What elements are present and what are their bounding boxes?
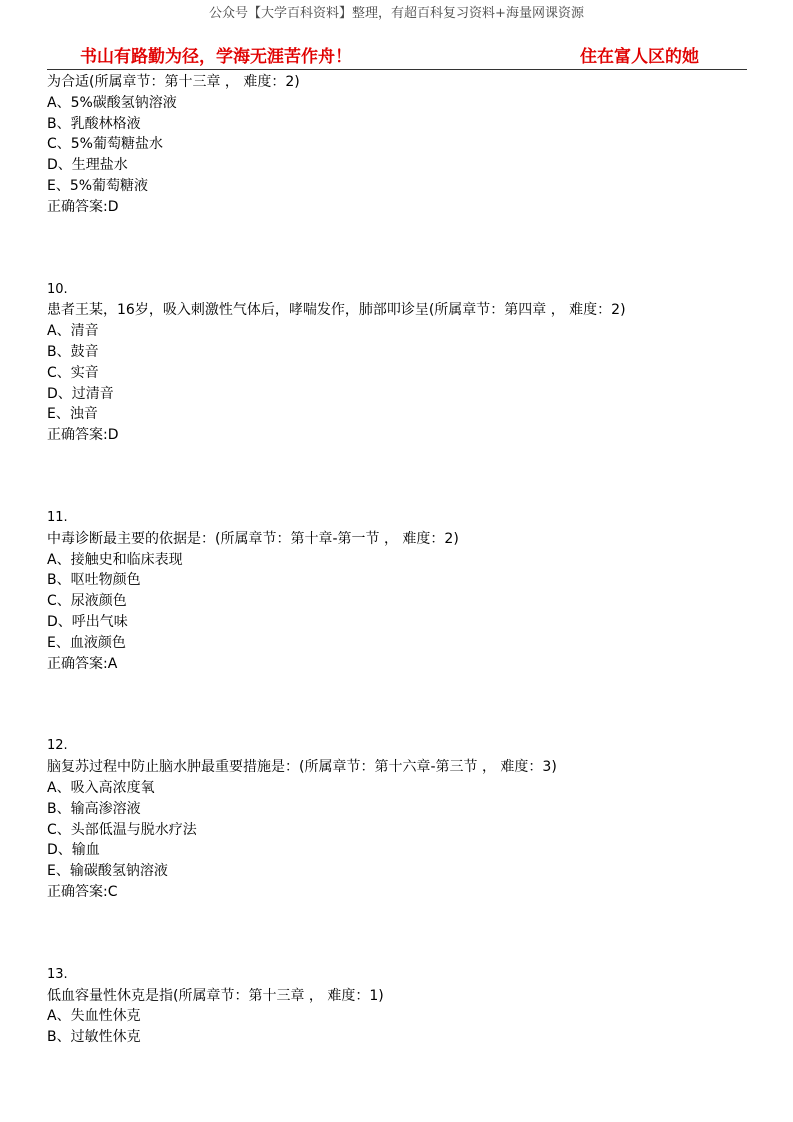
answer: 正确答案:A	[47, 655, 118, 672]
option-a: A、失血性休克	[47, 1008, 141, 1025]
top-note: 公众号【大学百科资料】整理，有超百科复习资料+海量网课资源	[209, 6, 584, 21]
question-stem: 为合适(所属章节：第十三章 ， 难度：2)	[47, 74, 300, 90]
question-13	[47, 965, 747, 1048]
option-d: D、过清音	[47, 385, 114, 402]
answer: 正确答案:D	[47, 427, 119, 444]
option-e: E、血液颜色	[47, 634, 126, 651]
header-divider	[47, 69, 747, 70]
option-e: E、5%葡萄糖液	[47, 177, 149, 194]
option-d: D、呼出气味	[47, 613, 128, 630]
option-e: E、浊音	[47, 406, 98, 423]
motto-left: 书山有路勤为径，学海无涯苦作舟！	[80, 47, 352, 67]
option-b: B、过敏性休克	[47, 1029, 141, 1046]
option-a: A、清音	[47, 323, 99, 340]
option-b: B、输高渗溶液	[47, 800, 141, 817]
question-number: 12.	[47, 738, 68, 754]
question-number: 11.	[47, 509, 68, 525]
question-10	[47, 280, 747, 446]
answer: 正确答案:C	[47, 883, 118, 900]
option-c: C、5%葡萄糖盐水	[47, 136, 163, 153]
motto-right: 住在富人区的她	[580, 47, 699, 67]
option-e: E、输碳酸氢钠溶液	[47, 863, 168, 880]
question-11	[47, 508, 747, 674]
option-a: A、5%碳酸氢钠溶液	[47, 94, 177, 111]
answer: 正确答案:D	[47, 198, 119, 215]
question-stem: 中毒诊断最主要的依据是：(所属章节：第十章-第一节 ， 难度：2)	[47, 530, 459, 547]
question-12	[47, 736, 747, 902]
question-stem: 脑复苏过程中防止脑水肿最重要措施是：(所属章节：第十六章-第三节 ， 难度：3)	[47, 759, 557, 776]
option-d: D、输血	[47, 842, 100, 859]
question-stem: 患者王某，16岁，吸入刺激性气体后，哮喘发作，肺部叩诊呈(所属章节：第四章 ， 难度：2)	[47, 302, 626, 319]
option-b: B、鼓音	[47, 343, 99, 360]
question-number: 10.	[47, 281, 68, 297]
page-content	[47, 72, 747, 1048]
question-stem: 低血容量性休克是指(所属章节：第十三章 ， 难度：1)	[47, 987, 384, 1004]
option-c: C、实音	[47, 364, 99, 381]
question-continued	[47, 72, 747, 218]
option-a: A、吸入高浓度氧	[47, 779, 155, 796]
option-b: B、呕吐物颜色	[47, 572, 141, 589]
question-number: 13.	[47, 966, 68, 982]
option-a: A、接触史和临床表现	[47, 551, 183, 568]
option-d: D、生理盐水	[47, 157, 128, 174]
option-b: B、乳酸林格液	[47, 115, 141, 132]
option-c: C、头部低温与脱水疗法	[47, 821, 197, 838]
option-c: C、尿液颜色	[47, 593, 127, 610]
